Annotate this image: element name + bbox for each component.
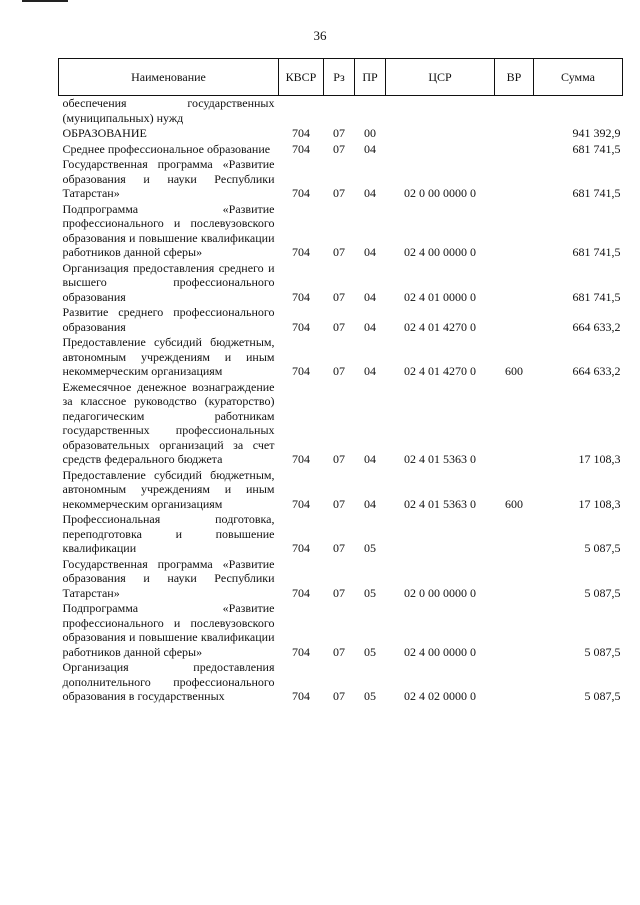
cell-rz: 07	[333, 126, 345, 140]
cell-rz: 07	[333, 644, 345, 659]
cell-name: Подпрограмма «Развитие профессионального и послевузовского образования и повышение квалификации работников данной сферы»	[62, 601, 275, 659]
cell-sum: 681 741,5	[572, 141, 621, 156]
cell-name: Среднее профессиональное образование	[62, 141, 271, 156]
table-row	[59, 261, 623, 306]
budget-table	[58, 58, 623, 705]
cell-kvsr: 704	[292, 689, 310, 703]
cell-rz: 07	[333, 585, 345, 600]
cell-csr	[386, 142, 495, 158]
table-row	[59, 335, 623, 380]
cell-name: обеспечения государственных (муниципальных) нужд	[62, 96, 275, 125]
cell-sum: 17 108,3	[578, 496, 621, 511]
cell-name: Предоставление субсидий бюджетным, автономным учреждениям и иным некоммерческим организациям	[62, 467, 275, 511]
cell-pr: 04	[364, 452, 376, 466]
cell-rz: 07	[333, 364, 345, 378]
cell-pr: 04	[364, 319, 376, 334]
cell-csr	[386, 96, 495, 127]
cell-vr	[495, 380, 534, 468]
cell-kvsr: 704	[292, 452, 310, 466]
cell-pr: 04	[364, 496, 376, 511]
table-row	[59, 96, 623, 127]
cell-name: Развитие среднего профессионального образования	[62, 305, 275, 334]
cell-kvsr: 704	[292, 141, 310, 156]
table-row	[59, 468, 623, 513]
scan-edge-mark	[22, 0, 68, 2]
cell-kvsr: 704	[292, 319, 310, 334]
table-row	[59, 305, 623, 335]
cell-sum: 17 108,3	[578, 452, 621, 466]
cell-vr	[495, 202, 534, 261]
cell-name: Подпрограмма «Развитие профессионального и послевузовского образования и повышение квалификации работников данной сферы»	[62, 201, 275, 259]
cell-sum: 5 087,5	[584, 644, 621, 659]
cell-sum: 941 392,9	[572, 126, 621, 140]
cell-csr: 02 0 00 0000 0	[404, 585, 476, 600]
cell-kvsr: 704	[292, 186, 310, 200]
cell-rz: 07	[333, 245, 345, 259]
cell-vr	[495, 660, 534, 705]
cell-sum: 5 087,5	[584, 689, 621, 703]
table-row	[59, 512, 623, 557]
cell-sum: 681 741,5	[572, 186, 621, 200]
cell-pr: 05	[364, 644, 376, 659]
cell-pr: 04	[364, 289, 376, 304]
cell-name: Предоставление субсидий бюджетным, автономным учреждениям и иным некоммерческим организациям	[62, 335, 275, 378]
cell-name: Государственная программа «Развитие образования и науки Республики Татарстан»	[62, 157, 275, 200]
cell-vr	[495, 601, 534, 660]
cell-vr	[495, 512, 534, 557]
cell-vr	[495, 557, 534, 602]
cell-pr: 05	[364, 689, 376, 703]
cell-vr	[495, 305, 534, 335]
cell-vr: 600	[505, 364, 523, 378]
cell-csr: 02 4 01 0000 0	[404, 289, 476, 304]
cell-kvsr: 704	[292, 289, 310, 304]
table-row	[59, 557, 623, 602]
cell-pr	[355, 96, 386, 127]
cell-sum: 681 741,5	[572, 245, 621, 259]
cell-csr: 02 4 01 4270 0	[404, 364, 476, 378]
cell-rz: 07	[333, 541, 345, 555]
cell-name: Организация предоставления среднего и высшего профессионального образования	[62, 260, 275, 304]
cell-name: Государственная программа «Развитие образования и науки Республики Татарстан»	[62, 556, 275, 600]
cell-csr: 02 4 01 5363 0	[404, 452, 476, 466]
cell-pr: 00	[364, 126, 376, 140]
cell-csr	[386, 512, 495, 557]
table-row	[59, 380, 623, 468]
header-pr: ПР	[355, 59, 386, 96]
cell-sum: 5 087,5	[584, 541, 621, 555]
cell-sum	[534, 96, 623, 127]
table-row	[59, 660, 623, 705]
header-sum: Сумма	[534, 59, 623, 96]
cell-vr	[495, 261, 534, 306]
table-body	[59, 96, 623, 705]
header-kvsr: КВСР	[279, 59, 324, 96]
cell-kvsr: 704	[292, 364, 310, 378]
cell-rz: 07	[333, 141, 345, 156]
header-csr: ЦСР	[386, 59, 495, 96]
cell-rz: 07	[333, 186, 345, 200]
cell-vr	[495, 157, 534, 202]
cell-pr: 04	[364, 141, 376, 156]
cell-rz	[324, 96, 355, 127]
cell-sum: 664 633,2	[572, 364, 621, 378]
cell-kvsr: 704	[292, 541, 310, 555]
cell-name: Ежемесячное денежное вознаграждение за классное руководство (кураторство) педагогическим работникам государственных профессиональных образовательных организаций за счет средств федерального бюджета	[62, 379, 275, 466]
cell-name: Организация предоставления дополнительного профессионального образования в государственных	[62, 660, 275, 703]
cell-vr	[495, 126, 534, 142]
cell-name: Профессиональная подготовка, переподготовка и повышение квалификации	[62, 512, 275, 555]
cell-rz: 07	[333, 319, 345, 334]
cell-csr: 02 0 00 0000 0	[404, 186, 476, 200]
cell-vr	[495, 96, 534, 127]
cell-rz: 07	[333, 689, 345, 703]
cell-sum: 681 741,5	[572, 289, 621, 304]
cell-csr	[386, 126, 495, 142]
cell-csr: 02 4 00 0000 0	[404, 644, 476, 659]
cell-pr: 05	[364, 585, 376, 600]
cell-kvsr: 704	[292, 644, 310, 659]
cell-pr: 04	[364, 364, 376, 378]
cell-pr: 04	[364, 186, 376, 200]
cell-kvsr: 704	[292, 496, 310, 511]
cell-kvsr: 704	[292, 126, 310, 140]
cell-kvsr: 704	[292, 245, 310, 259]
table-header	[59, 59, 623, 96]
table-row	[59, 157, 623, 202]
header-name: Наименование	[59, 59, 279, 96]
table-row	[59, 202, 623, 261]
cell-pr: 04	[364, 245, 376, 259]
cell-sum: 664 633,2	[572, 319, 621, 334]
cell-rz: 07	[333, 452, 345, 466]
cell-sum: 5 087,5	[584, 585, 621, 600]
header-vr: ВР	[495, 59, 534, 96]
cell-vr: 600	[505, 496, 523, 511]
table-row	[59, 601, 623, 660]
table-row	[59, 142, 623, 158]
cell-csr: 02 4 02 0000 0	[404, 689, 476, 703]
page-number: 36	[313, 28, 327, 43]
cell-pr: 05	[364, 541, 376, 555]
cell-name: ОБРАЗОВАНИЕ	[62, 126, 147, 140]
cell-csr: 02 4 01 5363 0	[404, 496, 476, 511]
cell-vr	[495, 142, 534, 158]
cell-csr: 02 4 01 4270 0	[404, 319, 476, 334]
cell-rz: 07	[333, 289, 345, 304]
cell-rz: 07	[333, 496, 345, 511]
cell-kvsr	[279, 96, 324, 127]
header-rz: Рз	[324, 59, 355, 96]
cell-csr: 02 4 00 0000 0	[404, 245, 476, 259]
cell-kvsr: 704	[292, 585, 310, 600]
table-row	[59, 126, 623, 142]
